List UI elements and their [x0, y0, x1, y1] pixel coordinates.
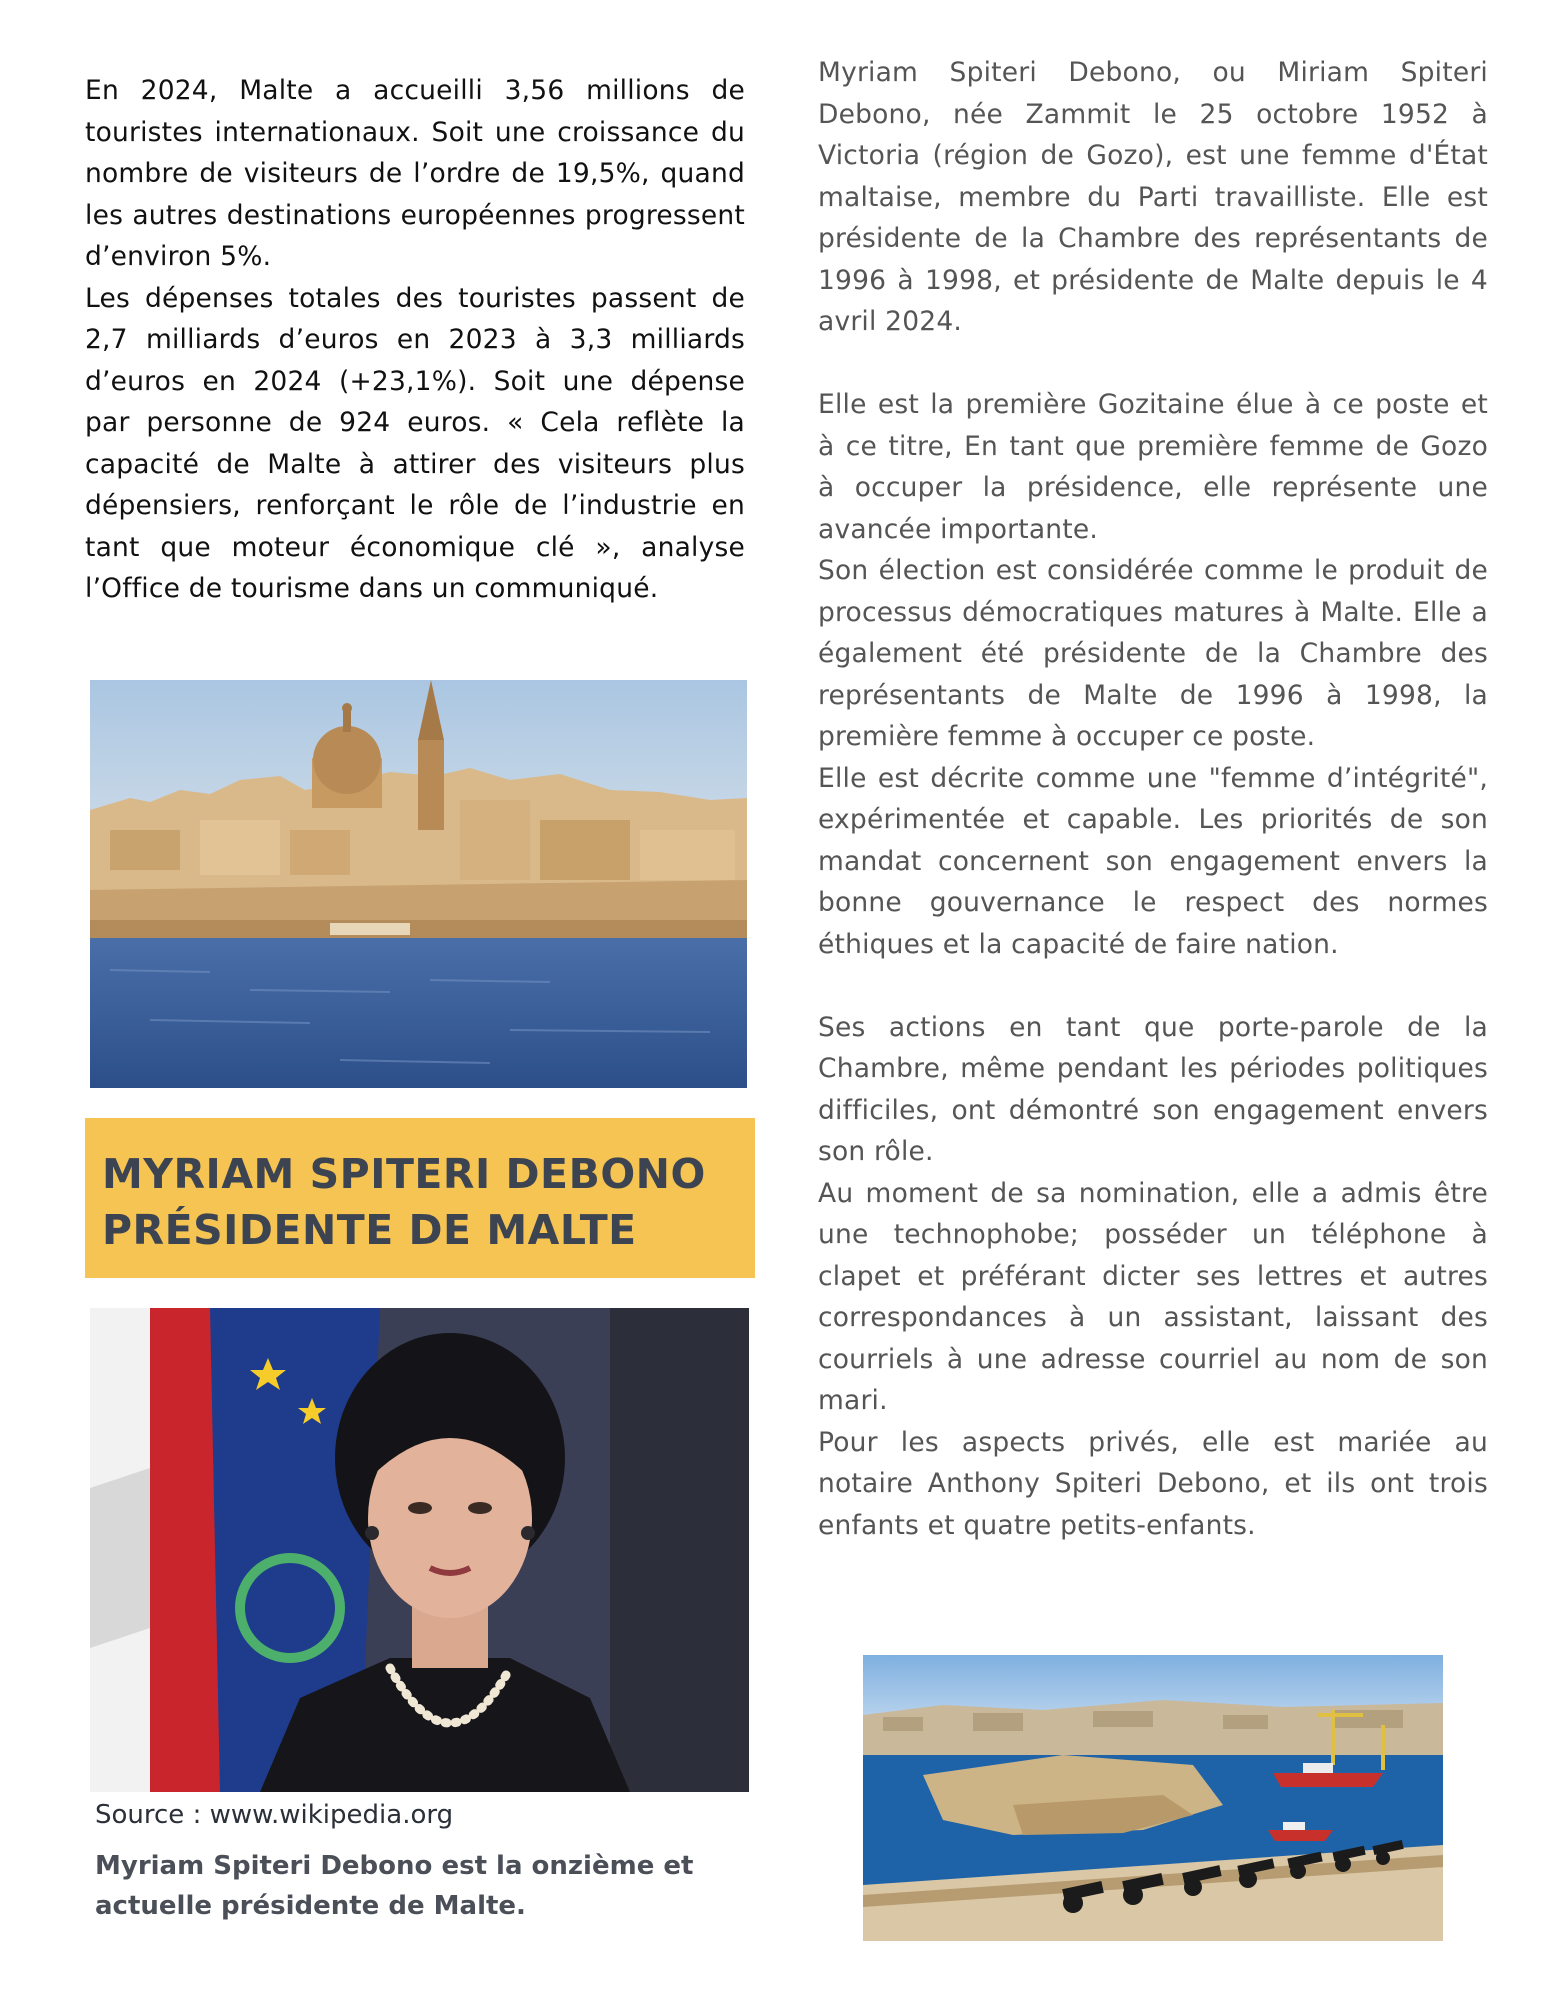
title-banner: [85, 1118, 755, 1278]
paragraph-private-life: Pour les aspects privés, elle est mariée au notaire Anthony Spiteri Debono, et ils ont trois enfants et quatre petits-enfants.: [818, 1426, 1488, 1541]
valletta-skyline-photo: [90, 680, 747, 1088]
left-column: [85, 70, 745, 610]
paragraph-first-gozitan: Elle est la première Gozitaine élue à ce poste et à ce titre, En tant que première femme de Gozo à occuper la présidence, elle représente une avancée importante.: [818, 389, 1488, 545]
portrait-caption: Myriam Spiteri Debono est la onzième et actuelle présidente de Malte.: [95, 1851, 694, 1921]
grand-harbour-photo: [863, 1655, 1443, 1941]
paragraph-tourism-spending: Les dépenses totales des touristes passent de 2,7 milliards d’euros en 2023 à 3,3 milliards d’euros en 2024 (+23,1%). Soit une dépense par personne de 924 euros. « Cela reflète la capacité de Malte à attirer des visiteurs plus dépensiers, renforçant le rôle de l’industrie en tant que moteur économique clé », analyse l’Office de tourisme dans un communiqué.: [85, 282, 745, 604]
paragraph-tourism-visitors: En 2024, Malte a accueilli 3,56 millions de touristes internationaux. Soit une croissance du nombre de visiteurs de l’ordre de 19,5%, quand les autres destinations européennes progressent d’environ 5%.: [85, 75, 745, 272]
banner-title-name: MYRIAM SPITERI DEBONO: [102, 1150, 706, 1198]
banner-title-role: PRÉSIDENTE DE MALTE: [102, 1206, 637, 1254]
paragraph-spacer: [818, 343, 1488, 385]
paragraph-election: Son élection est considérée comme le produit de processus démocratiques matures à Malte. Elle a également été présidente de la Chambre des représentants de Malte de 1996 à 1998, la première femme à occuper ce poste.: [818, 555, 1488, 752]
image-source: Source : www.wikipedia.org: [95, 1800, 454, 1830]
paragraph-technophobe: Au moment de sa nomination, elle a admis être une technophobe; posséder un téléphone à clapet et préférant dicter ses lettres et autres correspondances à un assistant, laissant des courriels à une adresse courriel au nom de son mari.: [818, 1177, 1488, 1416]
paragraph-spacer: [818, 965, 1488, 1007]
paragraph-speaker-actions: Ses actions en tant que porte-parole de la Chambre, même pendant les périodes politiques difficiles, ont démontré son engagement envers son rôle.: [818, 1011, 1488, 1167]
right-column: [818, 52, 1488, 1546]
paragraph-integrity: Elle est décrite comme une "femme d’intégrité", expérimentée et capable. Les priorités de son mandat concernent son engagement envers la bonne gouvernance le respect des normes éthiques et la capacité de faire nation.: [818, 762, 1488, 960]
president-portrait-photo: [90, 1308, 749, 1792]
paragraph-biography: Myriam Spiteri Debono, ou Miriam Spiteri Debono, née Zammit le 25 octobre 1952 à Victoria (région de Gozo), est une femme d'État maltaise, membre du Parti travailliste. Elle est présidente de la Chambre des représentants de 1996 à 1998, et présidente de Malte depuis le 4 avril 2024.: [818, 57, 1488, 337]
